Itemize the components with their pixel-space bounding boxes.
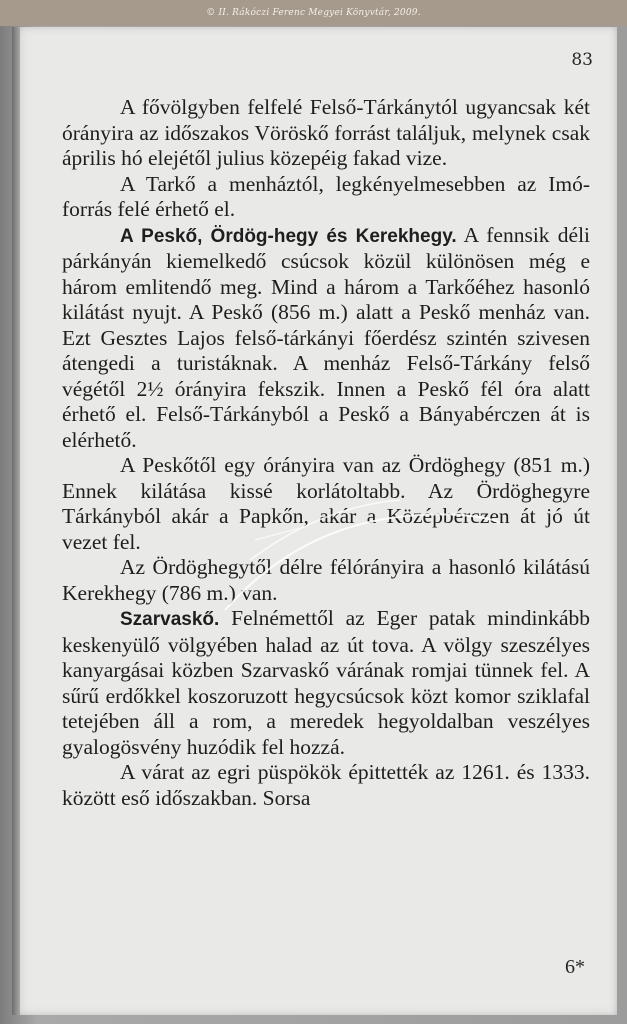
paragraph-text: A Peskőtől egy órányira van az Ördöghegy (851 m.) Ennek kilátása kissé korlátoltabb. Az Ördöghegyre Tárkányból akár a Papkőn, akár a Középbérczen át jó út vezet fel. — [62, 453, 590, 554]
paragraph-text: A fővölgyben felfelé Felső-Tárkánytól ugyancsak két órányira az időszakos Vöröskő forrást találjuk, melynek csak április hó elejétől julius közepéig fakad vize. — [62, 95, 590, 170]
section-heading: Szarvaskő. — [120, 609, 220, 630]
paragraph-text: A Tarkő a menháztól, legkényelmesebben az Imó-forrás felé érhető el. — [62, 171, 590, 221]
scratch-mark — [250, 500, 400, 560]
watermark-text: © II. Rákóczi Ferenc Megyei Könyvtár, 2009. — [206, 8, 421, 18]
paragraph-text: Felnémettől az Eger patak mindinkább keskenyülő völgyében halad az út tova. A völgy szeszélyes kanyargásai közben Szarvaskő várának romjai tünnek fel. A sűrű erdőkkel koszoruzott hegycsúcsok közt komor sziklafal tetejében áll a rom, a meredek hegyoldalban veszélyes gyalogösvény huzódik fel hozzá. — [62, 606, 590, 759]
page-number: 83 — [571, 50, 593, 70]
paragraph-text: A várat az egri püspökök épittették az 1261. és 1333. között eső időszakban. Sorsa — [62, 760, 590, 810]
paragraph-text: Az Ördöghegytől délre félórányira a hasonló kilátású Kerekhegy (786 m.) van. — [62, 555, 590, 605]
scratch-mark — [225, 514, 500, 610]
paragraph-text: A fennsik déli párkányán kiemelkedő csúcsok közül különösen még e három emlitendő meg. Mind a három a Tarkőéhez hasonló kilátást nyujt. A Peskő (856 m.) alatt a Peskő menház van. Ezt Gesztes Lajos felső-tárkányi főerdész szintén szivesen átengedi a turistáknak. A menház Felső-Tárkány felső végétől 2½ órányira fekszik. Innen a Peskő fél óra alatt érhető el. Felső-Tárkányból a Peskő a Bányabérczen át is elérhető. — [62, 222, 591, 452]
signature-mark: 6* — [565, 956, 585, 978]
scratch-mark — [255, 528, 300, 540]
section-heading: A Peskő, Ördög-hegy és Kerekhegy. — [120, 225, 457, 247]
